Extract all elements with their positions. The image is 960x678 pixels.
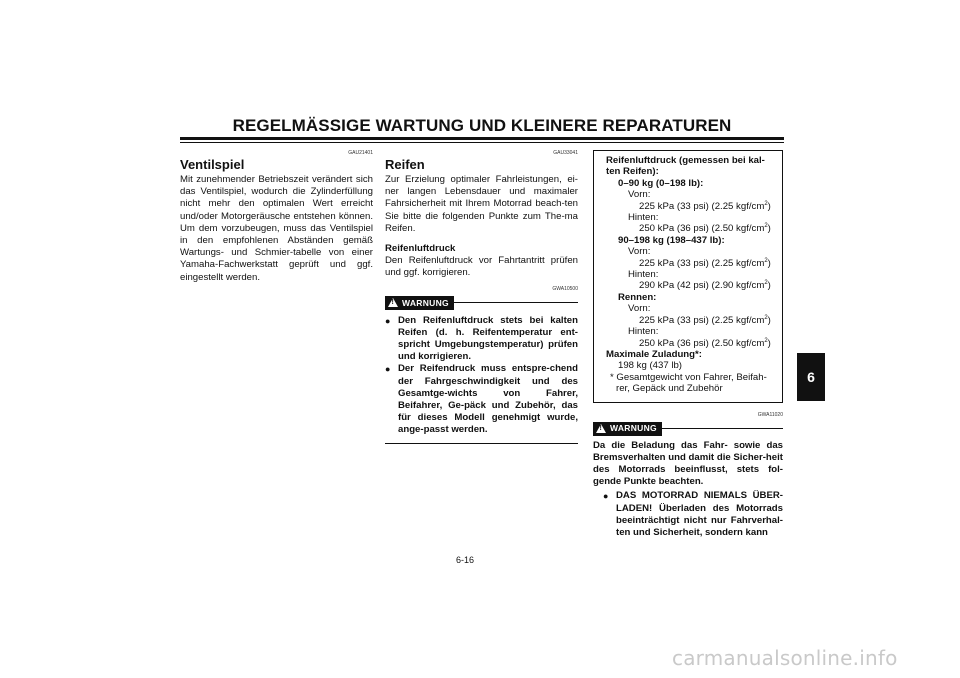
spec-value: 225 kPa (33 psi) (2.25 kgf/$cm^2$) [639, 314, 771, 326]
spec-max-load-label: Maximale Zuladung*: [606, 348, 702, 360]
spec-value: 225 kPa (33 psi) (2.25 kgf/$cm^2$) [639, 200, 771, 212]
warning-divider [662, 428, 783, 429]
spec-label-rear: Hinten: [628, 212, 659, 224]
spec-value: 225 kPa (33 psi) (2.25 kgf/$cm^2$) [639, 257, 771, 269]
reference-code: GAU33041 [553, 150, 578, 156]
spec-title: Reifenluftdruck (gemessen bei kal- [606, 155, 765, 166]
section-heading-valve-clearance: Ventilspiel [180, 157, 245, 172]
warning-badge [385, 296, 454, 310]
spec-value: 250 kPa (36 psi) (2.50 kgf/$cm^2$) [639, 337, 771, 349]
page-number: 6-16 [456, 555, 475, 565]
reference-code: GAU21401 [348, 150, 373, 156]
spec-footnote-cont: rer, Gepäck und Zubehör [616, 383, 723, 395]
list-item: ● Der Reifendruck muss entspre-chend der Fahrgeschwindigkeit und des Gesamtge-wichts von Fahrer, Beifahrer, Ge-päck und Zubehör, das für dieses Modell genehmigt wurde, ange-passt werden. [385, 363, 578, 436]
warning-header [385, 296, 578, 310]
column-valve-clearance [180, 150, 373, 284]
spec-value: 250 kPa (36 psi) (2.50 kgf/$cm^2$) [639, 223, 771, 235]
spec-label-front: Vorn: [628, 246, 651, 258]
valve-clearance-text: Mit zunehmender Betriebszeit verändert sich das Ventilspiel, wodurch die Zylinderfüllung nicht mehr den optimalen Wert erreicht und/oder Motorgeräusche entstehen können. Um dem vorzubeugen, muss das Ventilspiel in den empfohlenen Abständen gemäß Wartungs- und Schmier-tabelle von einer Yamaha-Fachwerkstatt geprüft und ggf. eingestellt werden. [180, 174, 373, 283]
page-title: REGELMÄSSIGE WARTUNG UND KLEINERE REPARATUREN [232, 116, 732, 135]
spec-footnote: * Gesamtgewicht von Fahrer, Beifah- [610, 371, 767, 383]
column-tires [385, 150, 578, 444]
tires-intro-text: Zur Erzielung optimaler Fahrleistungen, ei-ner langen Lebensdauer und maximaler Fahrsicherheit mit Ihrem Motorrad beach-ten Sie bitte die folgenden Punkte zum The-ma Reifen. [385, 174, 578, 234]
title-rule-thick [180, 137, 784, 140]
warning-code: GWA10500 [552, 285, 578, 292]
spec-value: 290 kPa (42 psi) (2.90 kgf/$cm^2$) [639, 280, 771, 292]
spec-label-rear: Hinten: [628, 269, 659, 281]
warning-bullets [385, 315, 578, 437]
list-item: ● DAS MOTORRAD NIEMALS ÜBER-LADEN! Überladen des Motorrads beeinträchtigt nicht nur Fahrverhal-ten und Sicherheit, sondern kann [603, 490, 783, 539]
spec-max-load-value: 198 kg (437 lb) [618, 360, 682, 372]
warning-header [593, 422, 783, 436]
warning-triangle-icon [596, 424, 606, 433]
warning-label: WARNUNG [402, 297, 449, 308]
spec-label-front: Vorn: [628, 303, 651, 315]
spec-label-rear: Hinten: [628, 326, 659, 338]
subheading-tire-pressure: Reifenluftdruck [385, 243, 456, 255]
list-item: ● Den Reifenluftdruck stets bei kalten Reifen (d. h. Reifentemperatur ent-spricht Umgebungstemperatur) prüfen und korrigieren. [385, 315, 578, 364]
warning-triangle-icon [388, 298, 398, 307]
watermark: carmanualsonline.info [672, 646, 898, 670]
title-rule-thin [180, 142, 784, 143]
spec-group-racing: Rennen: [618, 291, 657, 303]
spec-group-light: 0–90 kg (0–198 lb): [618, 177, 704, 189]
tire-pressure-spec-box [593, 150, 783, 403]
warning-divider [454, 302, 578, 303]
warning-bullets [593, 490, 783, 539]
chapter-tab[interactable]: 6 [797, 353, 825, 401]
tire-pressure-text: Den Reifenluftdruck vor Fahrtantritt prüfen und ggf. korrigieren. [385, 255, 578, 279]
spec-group-heavy: 90–198 kg (198–437 lb): [618, 234, 725, 246]
warning-badge [593, 422, 662, 436]
warning-text: Da die Beladung das Fahr- sowie das Bremsverhalten und damit die Sicher-heit des Motorrads beeinflusst, stets fol-gende Punkte beachten. [593, 439, 783, 488]
spec-label-front: Vorn: [628, 189, 651, 201]
warning-box [385, 296, 578, 444]
section-heading-tires: Reifen [385, 157, 425, 172]
warning-box [593, 422, 783, 540]
warning-code: GWA11020 [757, 411, 783, 418]
spec-title-cont: ten Reifen): [606, 166, 659, 178]
warning-end-rule [385, 443, 578, 444]
column-specs [593, 150, 783, 539]
warning-label: WARNUNG [610, 423, 657, 434]
